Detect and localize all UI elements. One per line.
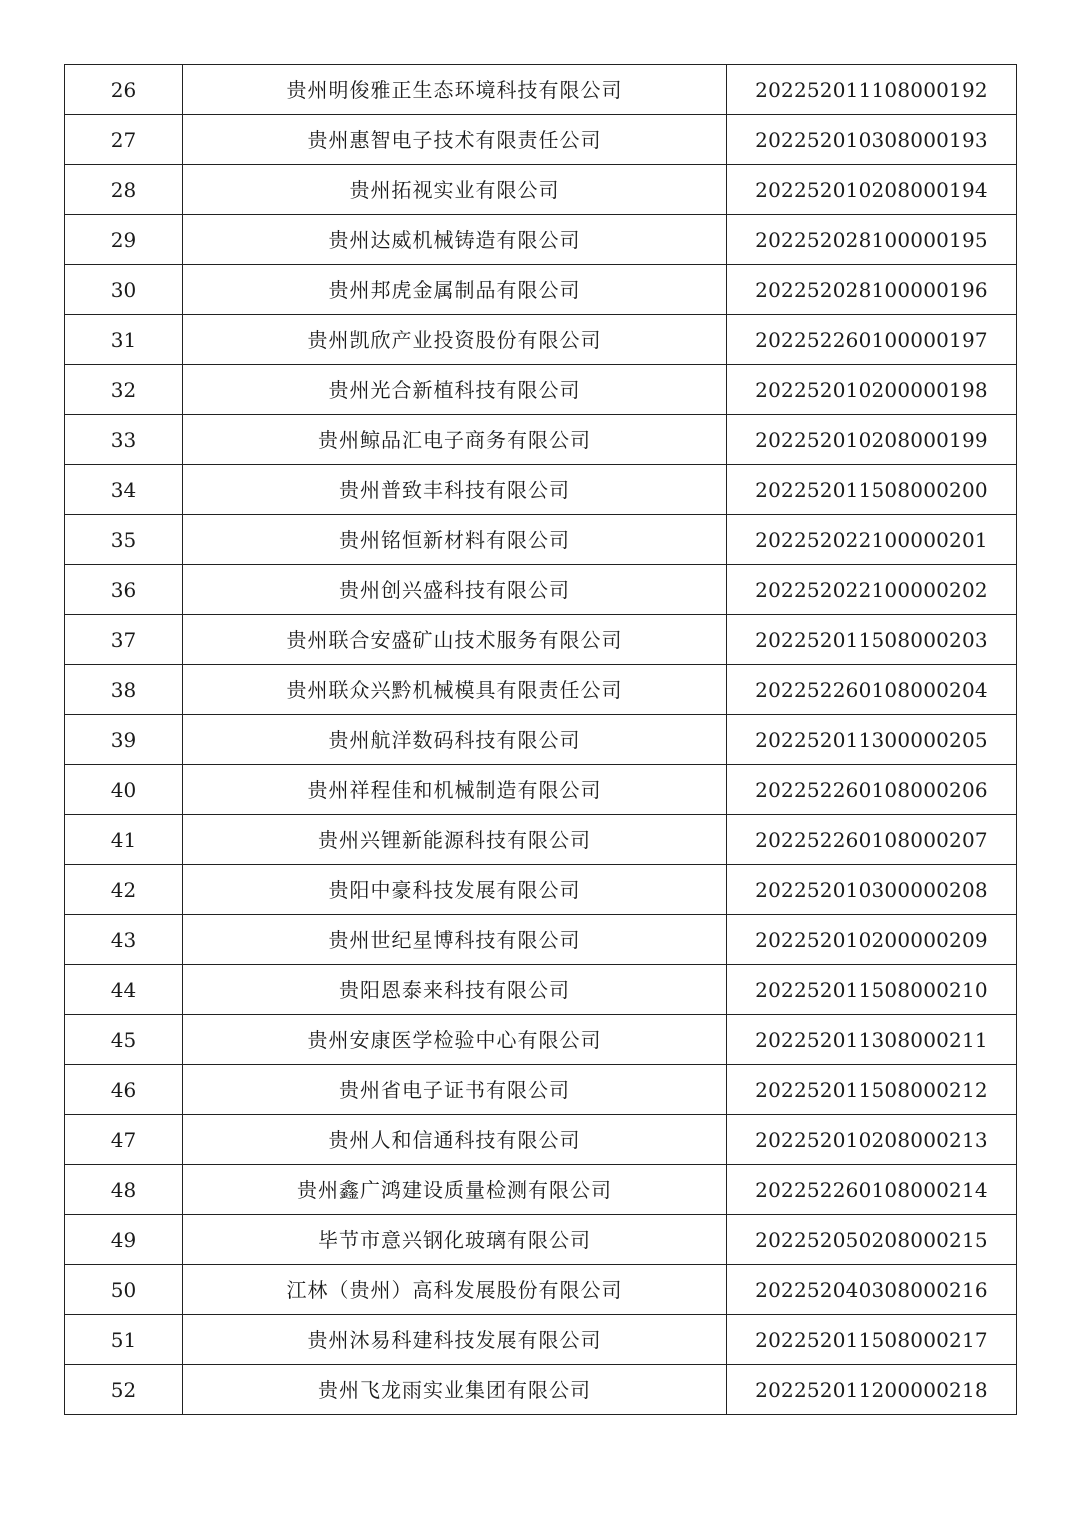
company-name-cell: 贵州省电子证书有限公司 bbox=[183, 1065, 727, 1115]
row-number-cell: 34 bbox=[65, 465, 183, 515]
registration-code-cell: 202252022100000201 bbox=[727, 515, 1017, 565]
company-name-cell: 贵州鑫广鸿建设质量检测有限公司 bbox=[183, 1165, 727, 1215]
row-number-cell: 36 bbox=[65, 565, 183, 615]
table-row bbox=[65, 1015, 1017, 1065]
company-name-cell: 贵州达威机械铸造有限公司 bbox=[183, 215, 727, 265]
row-number-cell: 41 bbox=[65, 815, 183, 865]
table-row bbox=[65, 1065, 1017, 1115]
company-name-cell: 贵州铭恒新材料有限公司 bbox=[183, 515, 727, 565]
row-number-cell: 40 bbox=[65, 765, 183, 815]
company-name-cell: 贵州邦虎金属制品有限公司 bbox=[183, 265, 727, 315]
table-row bbox=[65, 465, 1017, 515]
company-name-cell: 贵州拓视实业有限公司 bbox=[183, 165, 727, 215]
registration-code-cell: 202252028100000196 bbox=[727, 265, 1017, 315]
company-name-cell: 江林（贵州）高科发展股份有限公司 bbox=[183, 1265, 727, 1315]
company-name-cell: 贵州世纪星博科技有限公司 bbox=[183, 915, 727, 965]
table-row bbox=[65, 1315, 1017, 1365]
table-row bbox=[65, 615, 1017, 665]
company-name-cell: 贵州沐易科建科技发展有限公司 bbox=[183, 1315, 727, 1365]
row-number-cell: 51 bbox=[65, 1315, 183, 1365]
table-row bbox=[65, 865, 1017, 915]
company-name-cell: 贵州联合安盛矿山技术服务有限公司 bbox=[183, 615, 727, 665]
table-row bbox=[65, 815, 1017, 865]
registration-code-cell: 202252011508000217 bbox=[727, 1315, 1017, 1365]
row-number-cell: 30 bbox=[65, 265, 183, 315]
table-row bbox=[65, 65, 1017, 115]
table-row bbox=[65, 215, 1017, 265]
registration-code-cell: 202252010208000199 bbox=[727, 415, 1017, 465]
registration-code-cell: 202252022100000202 bbox=[727, 565, 1017, 615]
registration-code-cell: 202252011108000192 bbox=[727, 65, 1017, 115]
registration-code-cell: 202252011508000203 bbox=[727, 615, 1017, 665]
registration-code-cell: 202252011200000218 bbox=[727, 1365, 1017, 1415]
registration-code-cell: 202252260108000207 bbox=[727, 815, 1017, 865]
table-row bbox=[65, 265, 1017, 315]
registration-code-cell: 202252010208000194 bbox=[727, 165, 1017, 215]
row-number-cell: 29 bbox=[65, 215, 183, 265]
company-registry-table bbox=[64, 64, 1017, 1415]
row-number-cell: 37 bbox=[65, 615, 183, 665]
row-number-cell: 43 bbox=[65, 915, 183, 965]
table-row bbox=[65, 1265, 1017, 1315]
registration-code-cell: 202252040308000216 bbox=[727, 1265, 1017, 1315]
registration-code-cell: 202252011508000210 bbox=[727, 965, 1017, 1015]
registration-code-cell: 202252010200000209 bbox=[727, 915, 1017, 965]
company-name-cell: 贵州创兴盛科技有限公司 bbox=[183, 565, 727, 615]
registration-code-cell: 202252011308000211 bbox=[727, 1015, 1017, 1065]
table-row bbox=[65, 565, 1017, 615]
company-name-cell: 贵州光合新植科技有限公司 bbox=[183, 365, 727, 415]
registration-code-cell: 202252260108000214 bbox=[727, 1165, 1017, 1215]
company-name-cell: 贵州祥程佳和机械制造有限公司 bbox=[183, 765, 727, 815]
table-row bbox=[65, 1165, 1017, 1215]
company-name-cell: 贵州航洋数码科技有限公司 bbox=[183, 715, 727, 765]
table-row bbox=[65, 165, 1017, 215]
table-row bbox=[65, 1365, 1017, 1415]
table-row bbox=[65, 715, 1017, 765]
registration-code-cell: 202252011300000205 bbox=[727, 715, 1017, 765]
table-row bbox=[65, 315, 1017, 365]
row-number-cell: 31 bbox=[65, 315, 183, 365]
row-number-cell: 27 bbox=[65, 115, 183, 165]
row-number-cell: 33 bbox=[65, 415, 183, 465]
registration-code-cell: 202252260100000197 bbox=[727, 315, 1017, 365]
company-name-cell: 贵州普致丰科技有限公司 bbox=[183, 465, 727, 515]
registration-code-cell: 202252010208000213 bbox=[727, 1115, 1017, 1165]
registration-code-cell: 202252260108000206 bbox=[727, 765, 1017, 815]
registration-code-cell: 202252010200000198 bbox=[727, 365, 1017, 415]
row-number-cell: 46 bbox=[65, 1065, 183, 1115]
company-name-cell: 贵州明俊雅正生态环境科技有限公司 bbox=[183, 65, 727, 115]
company-name-cell: 贵阳恩泰来科技有限公司 bbox=[183, 965, 727, 1015]
registration-code-cell: 202252011508000212 bbox=[727, 1065, 1017, 1115]
company-name-cell: 贵州飞龙雨实业集团有限公司 bbox=[183, 1365, 727, 1415]
registration-code-cell: 202252010300000208 bbox=[727, 865, 1017, 915]
company-name-cell: 毕节市意兴钢化玻璃有限公司 bbox=[183, 1215, 727, 1265]
company-name-cell: 贵州兴锂新能源科技有限公司 bbox=[183, 815, 727, 865]
table-row bbox=[65, 765, 1017, 815]
row-number-cell: 42 bbox=[65, 865, 183, 915]
table-row bbox=[65, 915, 1017, 965]
table-row bbox=[65, 1115, 1017, 1165]
company-name-cell: 贵州鲸品汇电子商务有限公司 bbox=[183, 415, 727, 465]
table-row bbox=[65, 965, 1017, 1015]
row-number-cell: 32 bbox=[65, 365, 183, 415]
registry-table-body bbox=[65, 65, 1017, 1415]
company-name-cell: 贵州人和信通科技有限公司 bbox=[183, 1115, 727, 1165]
company-name-cell: 贵阳中豪科技发展有限公司 bbox=[183, 865, 727, 915]
table-row bbox=[65, 515, 1017, 565]
registration-code-cell: 202252010308000193 bbox=[727, 115, 1017, 165]
registration-code-cell: 202252011508000200 bbox=[727, 465, 1017, 515]
row-number-cell: 26 bbox=[65, 65, 183, 115]
row-number-cell: 47 bbox=[65, 1115, 183, 1165]
table-row bbox=[65, 415, 1017, 465]
row-number-cell: 28 bbox=[65, 165, 183, 215]
registration-code-cell: 202252050208000215 bbox=[727, 1215, 1017, 1265]
row-number-cell: 49 bbox=[65, 1215, 183, 1265]
table-row bbox=[65, 665, 1017, 715]
table-row bbox=[65, 115, 1017, 165]
company-name-cell: 贵州惠智电子技术有限责任公司 bbox=[183, 115, 727, 165]
row-number-cell: 35 bbox=[65, 515, 183, 565]
row-number-cell: 39 bbox=[65, 715, 183, 765]
row-number-cell: 45 bbox=[65, 1015, 183, 1065]
company-name-cell: 贵州凯欣产业投资股份有限公司 bbox=[183, 315, 727, 365]
row-number-cell: 50 bbox=[65, 1265, 183, 1315]
table-row bbox=[65, 1215, 1017, 1265]
registration-code-cell: 202252028100000195 bbox=[727, 215, 1017, 265]
company-name-cell: 贵州联众兴黔机械模具有限责任公司 bbox=[183, 665, 727, 715]
row-number-cell: 48 bbox=[65, 1165, 183, 1215]
row-number-cell: 38 bbox=[65, 665, 183, 715]
table-row bbox=[65, 365, 1017, 415]
row-number-cell: 52 bbox=[65, 1365, 183, 1415]
company-name-cell: 贵州安康医学检验中心有限公司 bbox=[183, 1015, 727, 1065]
registration-code-cell: 202252260108000204 bbox=[727, 665, 1017, 715]
row-number-cell: 44 bbox=[65, 965, 183, 1015]
